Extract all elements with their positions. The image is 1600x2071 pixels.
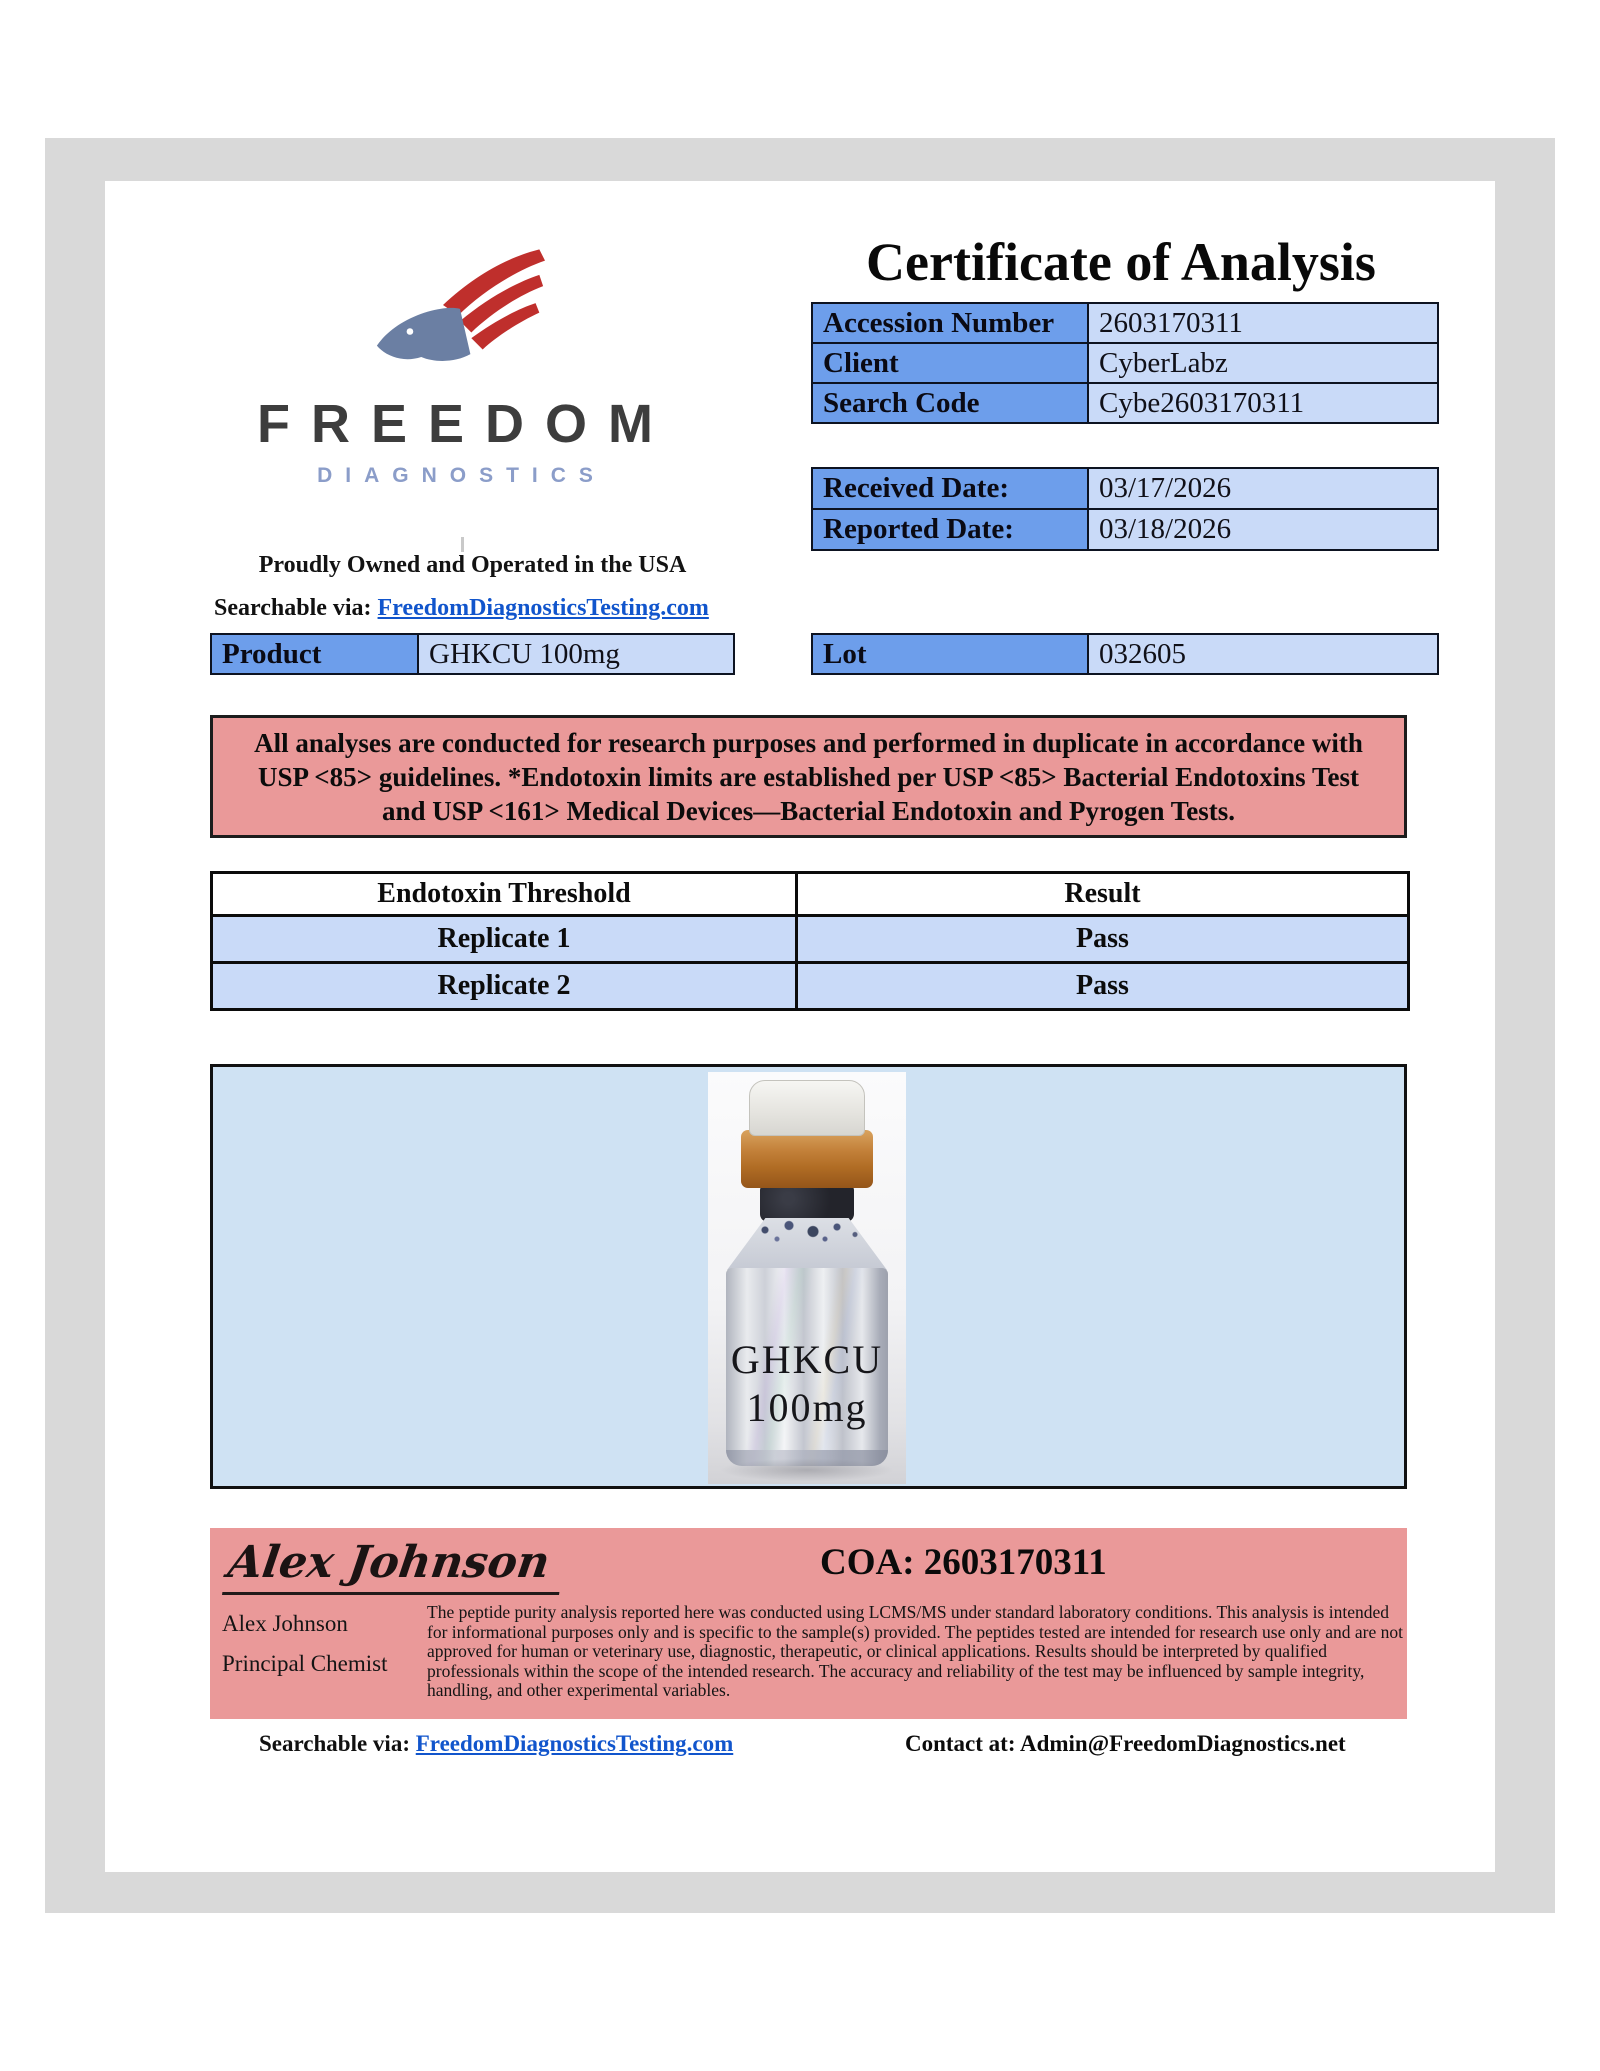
table-row	[812, 468, 1438, 509]
replicate-1-result: Pass	[797, 916, 1409, 963]
searchable-prefix: Searchable via:	[214, 595, 372, 621]
searchable-link[interactable]: FreedomDiagnosticsTesting.com	[377, 595, 709, 621]
product-label: Product	[211, 634, 418, 674]
product-value: GHKCU 100mg	[418, 634, 734, 674]
search-code-value: Cybe2603170311	[1088, 383, 1438, 423]
cursor-artifact	[461, 537, 464, 552]
vial-label-line2: 100mg	[746, 1385, 868, 1430]
usa-tagline: Proudly Owned and Operated in the USA	[258, 552, 687, 578]
lot-label: Lot	[812, 634, 1088, 674]
reported-date-label: Reported Date:	[812, 509, 1088, 550]
footer-contact: Contact at: Admin@FreedomDiagnostics.net	[905, 1731, 1346, 1756]
reported-date-value: 03/18/2026	[1088, 509, 1438, 550]
table-row	[212, 916, 1409, 963]
vial-shoulder	[727, 1218, 887, 1270]
client-value: CyberLabz	[1088, 343, 1438, 383]
signer-name: Alex Johnson	[222, 1611, 348, 1636]
table-row	[212, 963, 1409, 1010]
document-page	[105, 181, 1495, 1872]
replicate-2-result: Pass	[797, 963, 1409, 1010]
table-row	[211, 634, 734, 674]
logo-subtitle: DIAGNOSTICS	[317, 464, 606, 487]
vial-gold-band	[741, 1130, 873, 1188]
footer-searchable-link[interactable]: FreedomDiagnosticsTesting.com	[415, 1731, 734, 1756]
vial-photo	[708, 1072, 906, 1484]
lot-value: 032605	[1088, 634, 1438, 674]
footer-searchable-line	[259, 1731, 733, 1757]
usp-disclaimer-box	[210, 715, 1407, 838]
eagle-logo-icon	[375, 247, 545, 382]
search-code-label: Search Code	[812, 383, 1088, 423]
coa-number-heading: COA: 2603170311	[820, 1542, 1107, 1583]
page-title: Certificate of Analysis	[866, 232, 1376, 292]
replicate-2-label: Replicate 2	[212, 963, 797, 1010]
signature-handwriting: Alex Johnson	[222, 1537, 567, 1595]
result-header: Result	[797, 873, 1409, 916]
table-row	[812, 509, 1438, 550]
replicate-1-label: Replicate 1	[212, 916, 797, 963]
signer-role: Principal Chemist	[222, 1651, 388, 1676]
dates-table	[811, 467, 1439, 551]
header-searchable-line	[214, 595, 709, 622]
vial-stopper	[760, 1186, 854, 1222]
product-table	[210, 633, 735, 675]
accession-number-label: Accession Number	[812, 303, 1088, 343]
table-row	[812, 634, 1438, 674]
table-row	[812, 303, 1438, 343]
accession-number-value: 2603170311	[1088, 303, 1438, 343]
vial-label-line1: GHKCU	[730, 1337, 884, 1382]
received-date-label: Received Date:	[812, 468, 1088, 509]
endotoxin-results-table	[210, 871, 1410, 1011]
table-header-row	[212, 873, 1409, 916]
usp-disclaimer-text: All analyses are conducted for research purposes and performed in duplicate in accordance with USP <85> guidelines. *Endotoxin limits are established per USP <85> Bacterial Endotoxins Test and USP <161> Medical Devices—Bacterial Endotoxin and Pyrogen Tests.	[254, 727, 1363, 826]
client-label: Client	[812, 343, 1088, 383]
logo-wordmark: FREEDOM	[257, 394, 674, 454]
sample-image-panel	[210, 1064, 1407, 1489]
footer-searchable-prefix: Searchable via:	[259, 1731, 410, 1756]
accession-info-table	[811, 302, 1439, 424]
analysis-statement: The peptide purity analysis reported here was conducted using LCMS/MS under standard laboratory conditions. This analysis is intended for informational purposes only and is specific to the sample(s) provided. The peptides tested are intended for research use only and are not approved for human or veterinary use, diagnostic, therapeutic, or clinical applications. Results should be interpreted by qualified professionals within the scope of the intended research. The accuracy and reliability of the test may be influenced by sample integrity, handling, and other experimental variables.	[427, 1602, 1403, 1700]
lot-table	[811, 633, 1439, 675]
endotoxin-threshold-header: Endotoxin Threshold	[212, 873, 797, 916]
vial-label	[726, 1268, 888, 1466]
vial-flip-cap	[749, 1080, 865, 1136]
table-row	[812, 383, 1438, 423]
received-date-value: 03/17/2026	[1088, 468, 1438, 509]
table-row	[812, 343, 1438, 383]
